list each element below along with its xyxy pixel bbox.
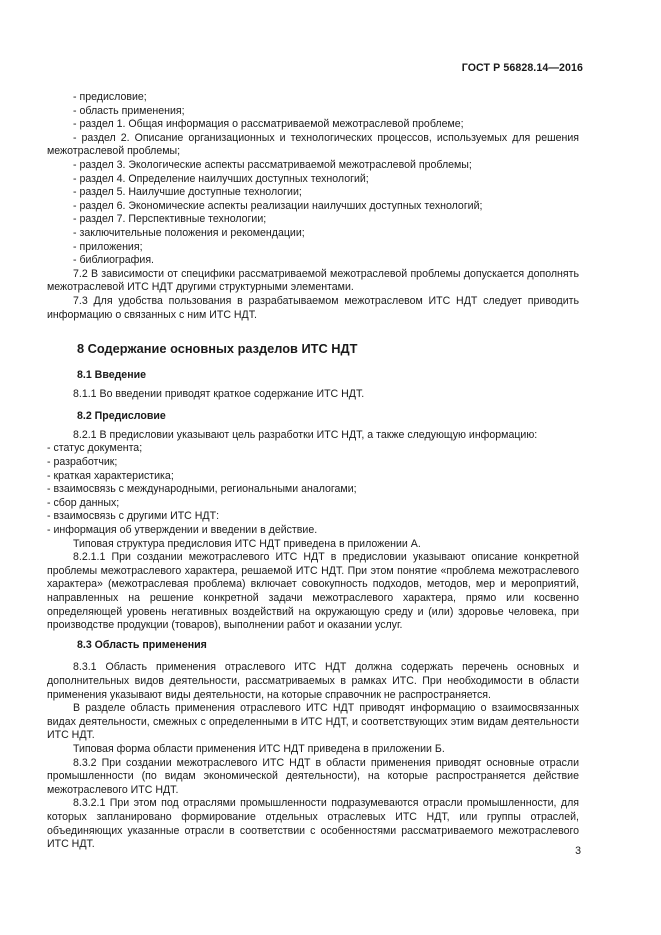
list-item: - взаимосвязь с международными, региональными аналогами; bbox=[47, 483, 357, 496]
list-item: - взаимосвязь с другими ИТС НДТ: bbox=[47, 510, 220, 523]
paragraph-8-3-1: 8.3.1 Область применения отраслевого ИТС НДТ должна содержать перечень основных и дополнительных видов деятельности, рассматриваемых в рамках ИТС. При необходимости в области применения указывают виды деятельности, на которые справочник не распространяется. bbox=[47, 661, 579, 701]
page-number: 3 bbox=[575, 845, 581, 857]
list-item: - библиография. bbox=[73, 254, 154, 267]
paragraph-8-3-2: 8.3.2 При создании межотраслевого ИТС НДТ в области применения приводят основные отрасли промышленности (по видам экономической деятельности), на которые распространяется действие межотраслевого ИТС НДТ. bbox=[47, 756, 579, 796]
paragraph-scope-form: Типовая форма области применения ИТС НДТ приведена в приложении Б. bbox=[73, 742, 445, 755]
list-item: - раздел 7. Перспективные технологии; bbox=[73, 213, 267, 226]
paragraph-7-2: 7.2 В зависимости от специфики рассматриваемой межотраслевой проблемы допускается дополнять межотраслевой ИТС НДТ другими структурными элементами. bbox=[47, 267, 579, 294]
section-8-heading: 8 Содержание основных разделов ИТС НДТ bbox=[77, 341, 358, 357]
list-item: - заключительные положения и рекомендации; bbox=[73, 226, 305, 239]
list-item: - раздел 3. Экологические аспекты рассматриваемой межотраслевой проблемы; bbox=[73, 158, 472, 171]
list-item: - статус документа; bbox=[47, 442, 143, 455]
list-item: - краткая характеристика; bbox=[47, 469, 174, 482]
list-item: - разработчик; bbox=[47, 456, 118, 469]
paragraph-preface-structure: Типовая структура предисловия ИТС НДТ приведена в приложении А. bbox=[73, 537, 421, 550]
subsection-8-1-heading: 8.1 Введение bbox=[77, 369, 147, 382]
document-id-header: ГОСТ Р 56828.14—2016 bbox=[461, 62, 583, 74]
paragraph-scope-related: В разделе область применения отраслевого ИТС НДТ приводят информацию о взаимосвязанных видах деятельности, смежных с определенными в ИТС НДТ, и соответствующих этим видам деятельности ИТС НДТ. bbox=[47, 702, 579, 742]
list-item: - раздел 5. Наилучшие доступные технологии; bbox=[73, 186, 302, 199]
list-item: - приложения; bbox=[73, 240, 143, 253]
list-item: - сбор данных; bbox=[47, 496, 120, 509]
structure-list bbox=[47, 91, 579, 268]
list-item: - раздел 2. Описание организационных и технологических процессов, используемых для решения межотраслевой проблемы; bbox=[47, 131, 579, 158]
preface-info-list bbox=[47, 442, 579, 537]
list-item: - информация об утверждении и введении в действие. bbox=[47, 524, 318, 537]
list-item: - предисловие; bbox=[73, 91, 147, 103]
paragraph-8-1-1: 8.1.1 Во введении приводят краткое содержание ИТС НДТ. bbox=[73, 387, 365, 400]
subsection-8-2-heading: 8.2 Предисловие bbox=[77, 410, 166, 423]
paragraph-8-2-1-1: 8.2.1.1 При создании межотраслевого ИТС НДТ в предисловии указывают описание конкретной проблемы межотраслевого характера, решаемой ИТС НДТ. При этом понятие «проблема межотраслевого характера» (межотраслевая проблема) включает совокупность подходов, методов, мер и мероприятий, направленных на решение конкретной задачи межотраслевого характера, прямо или косвенно определяющей уровень негативных воздействий на окружающую среду и (или) здоровье человека, при производстве продукции (товаров), выполнении работ и оказании услуг. bbox=[47, 551, 579, 632]
paragraph-8-2-1: 8.2.1 В предисловии указывают цель разработки ИТС НДТ, а также следующую информацию: bbox=[73, 428, 538, 441]
list-item: - раздел 1. Общая информация о рассматриваемой межотраслевой проблеме; bbox=[73, 118, 464, 131]
list-item: - раздел 6. Экономические аспекты реализации наилучших доступных технологий; bbox=[73, 199, 483, 212]
page-content bbox=[47, 91, 579, 852]
list-item: - раздел 4. Определение наилучших доступных технологий; bbox=[73, 172, 369, 185]
subsection-8-3-heading: 8.3 Область применения bbox=[77, 638, 207, 651]
list-item: - область применения; bbox=[73, 104, 185, 117]
paragraph-8-3-2-1: 8.3.2.1 При этом под отраслями промышленности подразумеваются отрасли промышленности, для которых запланировано формирование отдельных отраслевых ИТС НДТ, или группы отраслей, объединяющих указанные отрасли в соответствии с особенностями рассматриваемого межотраслевого ИТС НДТ. bbox=[47, 797, 579, 851]
paragraph-7-3: 7.3 Для удобства пользования в разрабатываемом межотраслевом ИТС НДТ следует приводить информацию о связанных с ним ИТС НДТ. bbox=[47, 294, 579, 321]
